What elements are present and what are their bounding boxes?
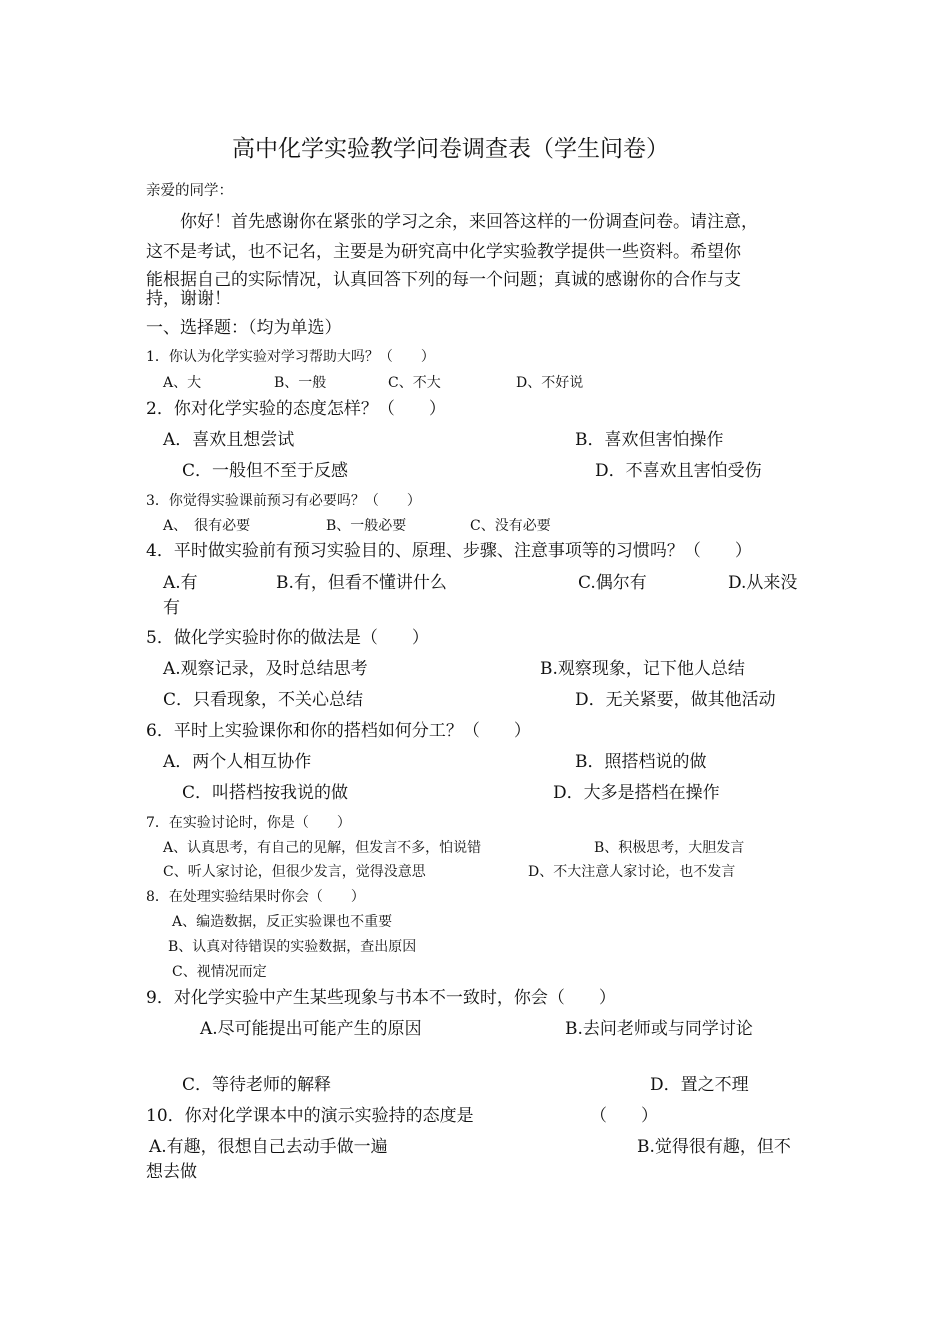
question-2: 2．你对化学实验的态度怎样？（ ） [146, 399, 446, 419]
q9-option-c[interactable]: C．等待老师的解释 [182, 1075, 332, 1095]
q1-option-a[interactable]: A、大 [163, 375, 202, 391]
question-9: 9．对化学实验中产生某些现象与书本不一致时，你会（ ） [146, 988, 616, 1008]
greeting: 亲爱的同学： [146, 183, 233, 199]
q10-option-a[interactable]: A.有趣，很想自己去动手做一遍 [149, 1137, 388, 1157]
q1-option-d[interactable]: D、不好说 [516, 375, 584, 391]
question-6: 6．平时上实验课你和你的搭档如何分工？（ ） [146, 721, 531, 741]
q9-option-a[interactable]: A.尽可能提出可能产生的原因 [200, 1019, 422, 1039]
intro-line-1: 你好！首先感谢你在紧张的学习之余，来回答这样的一份调查问卷。请注意， [180, 212, 758, 232]
question-7: 7．在实验讨论时，你是（ ） [146, 815, 351, 831]
q4-option-a[interactable]: A.有 [163, 573, 198, 593]
q6-option-a[interactable]: A．两个人相互协作 [163, 752, 312, 772]
q5-option-c[interactable]: C．只看现象，不关心总结 [163, 690, 364, 710]
section-heading: 一、选择题：（均为单选） [146, 318, 342, 338]
q6-option-c[interactable]: C．叫搭档按我说的做 [182, 783, 349, 803]
q1-option-b[interactable]: B、一般 [274, 375, 327, 391]
q7-option-a[interactable]: A、认真思考，有自己的见解，但发言不多，怕说错 [163, 840, 482, 856]
question-10-answer-paren: （ ） [590, 1106, 658, 1126]
q4-option-b[interactable]: B.有，但看不懂讲什么 [276, 573, 447, 593]
question-4: 4．平时做实验前有预习实验目的、原理、步骤、注意事项等的习惯吗？（ ） [146, 541, 752, 561]
question-8: 8．在处理实验结果时你会（ ） [146, 889, 365, 905]
q8-option-b[interactable]: B、认真对待错误的实验数据，查出原因 [168, 939, 417, 955]
q2-option-d[interactable]: D．不喜欢且害怕受伤 [595, 461, 762, 481]
q10-option-b-wrap: 想去做 [146, 1162, 197, 1182]
q2-option-b[interactable]: B．喜欢但害怕操作 [575, 430, 724, 450]
q10-option-b[interactable]: B.觉得很有趣，但不 [637, 1137, 791, 1157]
q8-option-a[interactable]: A、编造数据，反正实验课也不重要 [172, 914, 393, 930]
intro-line-4: 持，谢谢！ [146, 289, 231, 309]
q9-option-d[interactable]: D．置之不理 [650, 1075, 749, 1095]
intro-line-3: 能根据自己的实际情况，认真回答下列的每一个问题；真诚的感谢你的合作与支 [146, 270, 741, 290]
page-title: 高中化学实验教学问卷调查表（学生问卷） [232, 136, 669, 162]
q5-option-b[interactable]: B.观察现象，记下他人总结 [540, 659, 745, 679]
q6-option-d[interactable]: D．大多是搭档在操作 [553, 783, 720, 803]
q7-option-d[interactable]: D、不大注意人家讨论，也不发言 [528, 864, 736, 880]
q7-option-b[interactable]: B、积极思考，大胆发言 [594, 840, 745, 856]
q2-option-c[interactable]: C．一般但不至于反感 [182, 461, 349, 481]
q3-option-b[interactable]: B、一般必要 [326, 518, 407, 534]
q3-option-a[interactable]: A、 很有必要 [163, 518, 251, 534]
question-5: 5．做化学实验时你的做法是（ ） [146, 628, 429, 648]
q5-option-a[interactable]: A.观察记录，及时总结思考 [163, 659, 368, 679]
q2-option-a[interactable]: A．喜欢且想尝试 [163, 430, 295, 450]
q4-option-d-wrap: 有 [163, 598, 180, 618]
q5-option-d[interactable]: D．无关紧要，做其他活动 [575, 690, 776, 710]
intro-line-2: 这不是考试，也不记名，主要是为研究高中化学实验教学提供一些资料。希望你 [146, 242, 741, 262]
q3-option-c[interactable]: C、没有必要 [470, 518, 551, 534]
q8-option-c[interactable]: C、视情况而定 [172, 964, 267, 980]
q6-option-b[interactable]: B．照搭档说的做 [575, 752, 707, 772]
q1-option-c[interactable]: C、不大 [388, 375, 441, 391]
q4-option-d[interactable]: D.从来没 [728, 573, 798, 593]
question-3: 3．你觉得实验课前预习有必要吗？（ ） [146, 493, 421, 509]
question-1: 1．你认为化学实验对学习帮助大吗？（ ） [146, 349, 435, 365]
q9-option-b[interactable]: B.去问老师或与同学讨论 [565, 1019, 753, 1039]
q4-option-c[interactable]: C.偶尔有 [578, 573, 647, 593]
q7-option-c[interactable]: C、听人家讨论，但很少发言，觉得没意思 [163, 864, 426, 880]
question-10: 10．你对化学课本中的演示实验持的态度是 [146, 1106, 474, 1126]
